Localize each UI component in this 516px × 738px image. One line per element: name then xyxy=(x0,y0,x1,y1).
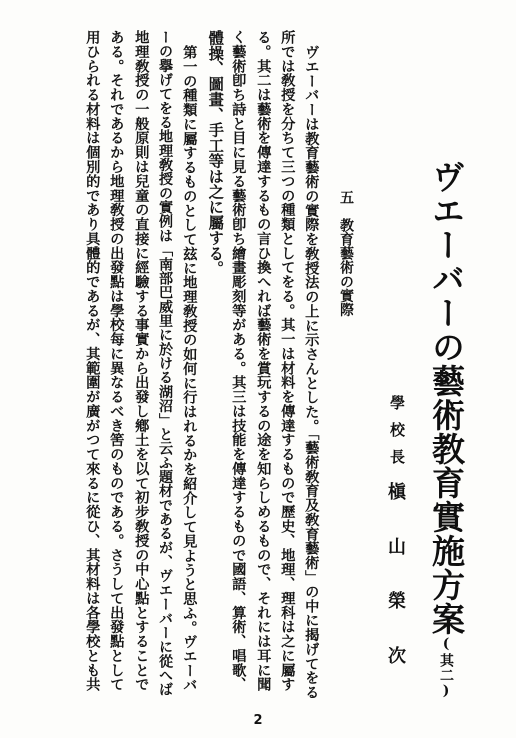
body-line-3: る。其二は藝術を傳達するもの言ひ換へれば藝術を賞玩するの途を知らしめるもので、それには耳に聞 xyxy=(255,30,272,692)
author-name-4: 次 xyxy=(385,646,406,665)
body-line-4: く藝術卽ち詩と目に見る藝術卽ち繪畫彫刻等がある。其三は技能を傳達するもので國語、算術、唱歌、 xyxy=(230,30,247,692)
body-line-7: ーの擧げてをる地理敎授の實例は「南部巴威里に於ける湖沼」と云ふ題材であるが、ヴエーバーに從へば xyxy=(157,30,174,697)
body-line-6: 第一の種類に屬するものとして玆に地理敎授の如何に行はれるかを紹介して見ようと思ふ。ヴエーバ xyxy=(181,45,198,693)
body-line-2: 所では敎授を分ちて三つの種類としてをる。其一は材料を傳達するもので歷史、地理、理科は之に屬す xyxy=(279,30,296,692)
author-name-3: 榮 xyxy=(385,591,406,610)
article-title-part: (其二) xyxy=(438,636,454,700)
body-line-10: 用ひられる材料は個別的であり具體的であるが、其範圍が廣がつて來るに從ひ、其材料は各學校とも共 xyxy=(84,30,101,692)
article-title-text: ヴエーバーの藝術教育實施方案 xyxy=(427,160,466,636)
page-number: 2 xyxy=(253,713,263,728)
author-name-2: 山 xyxy=(385,537,406,556)
article-title xyxy=(427,160,466,700)
body-line-5: 體操、圖畫、手工等は之に屬する。 xyxy=(206,30,225,277)
author-name-1: 槇 xyxy=(385,482,406,501)
body-line-8: 地理敎授の一般原則は兒童の直接に經驗する事實から出發し鄕土を以て初步敎授の中心點とすることで xyxy=(133,30,150,692)
body-line-1: ヴエーバーは教育藝術の實際を敎授法の上に示さんとした。「藝術敎育及敎育藝術」の中に揭げてをる xyxy=(303,45,320,700)
section-heading: 五 教育藝術の實際 xyxy=(338,190,354,317)
body-line-9: ある。それであるから地理敎授の出發點は學校每に異なるべき筈のものである。さうして出發點として xyxy=(108,30,125,692)
author-rank: 學校長 xyxy=(388,395,406,476)
